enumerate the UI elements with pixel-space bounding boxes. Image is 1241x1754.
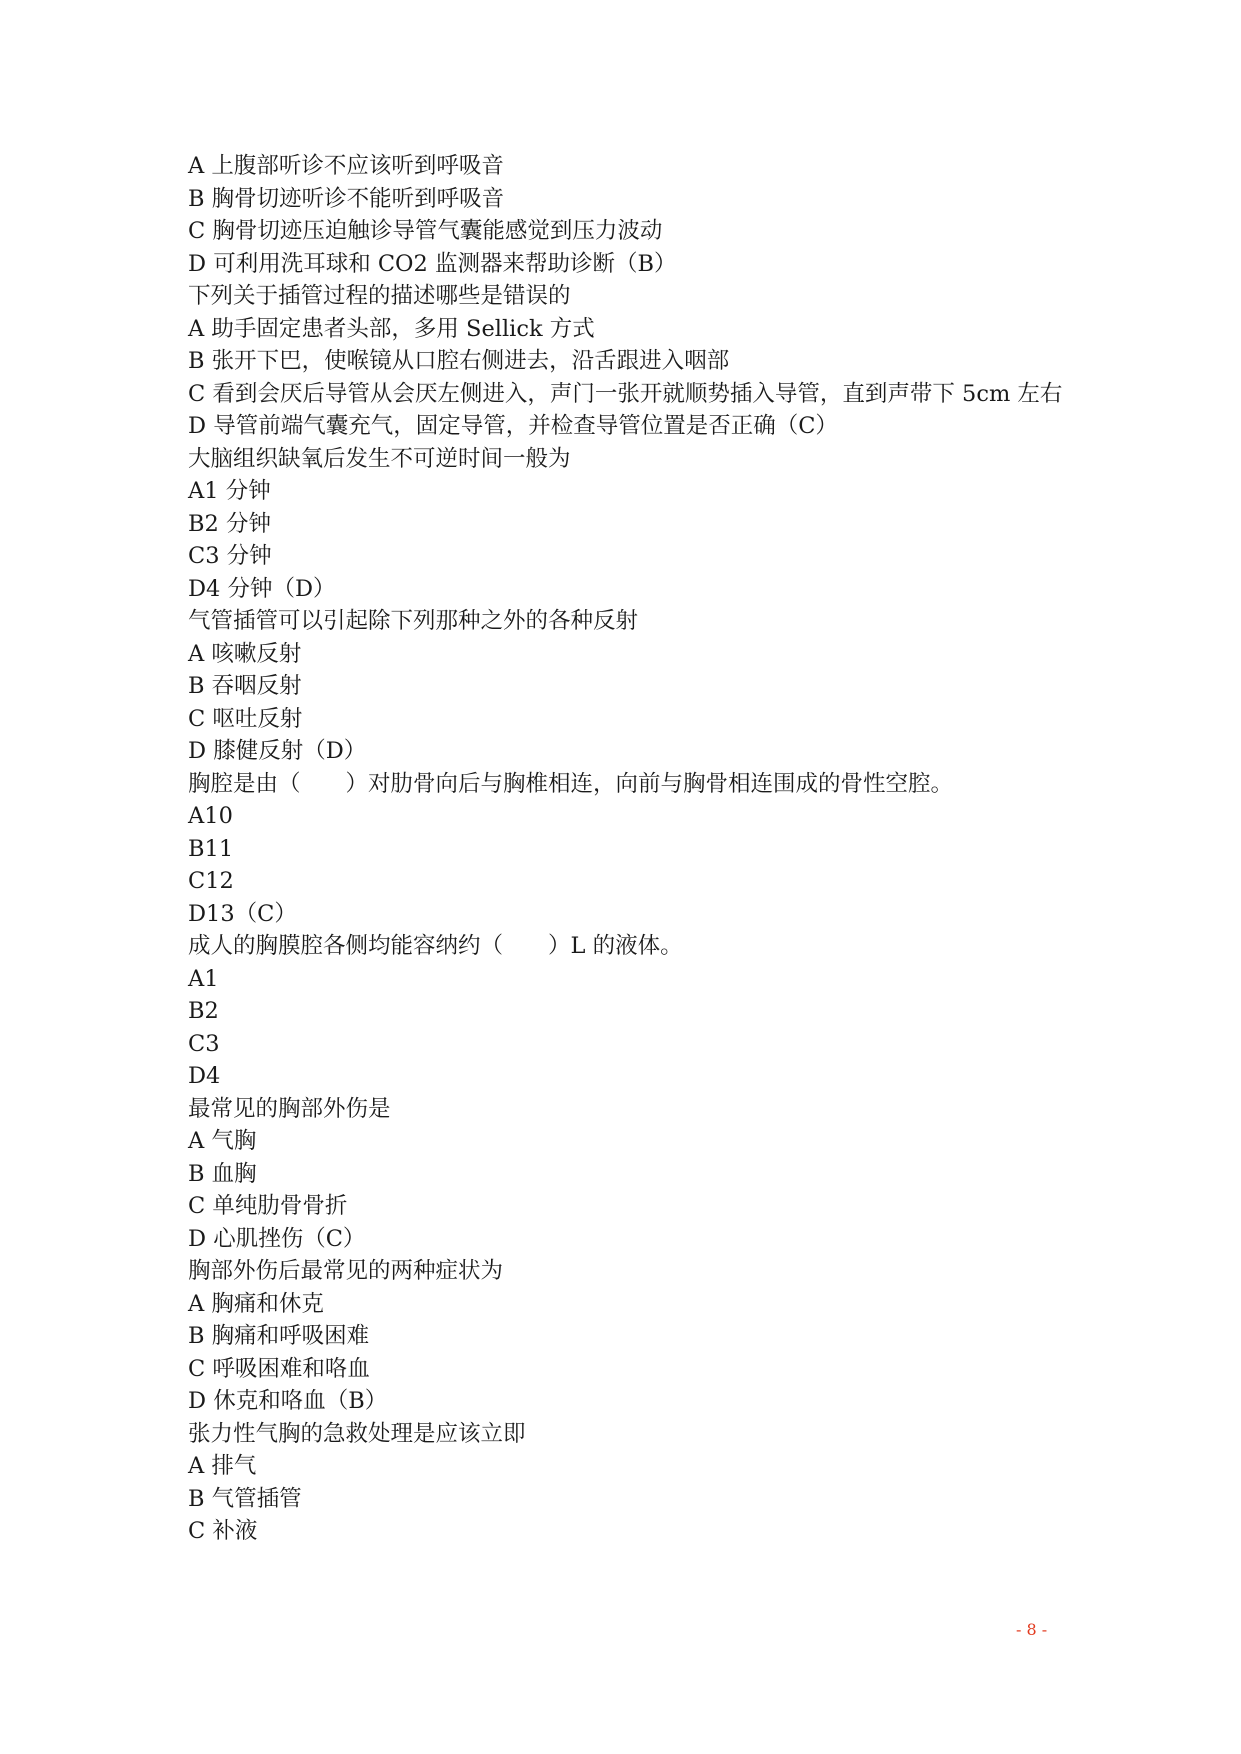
- text-line: C 呕吐反射: [188, 705, 303, 732]
- text-line: A 气胸: [188, 1128, 257, 1154]
- text-line: A 排气: [188, 1453, 257, 1479]
- question-line: 最常见的胸部外伤是: [188, 1095, 391, 1122]
- text-line: B11: [188, 835, 234, 862]
- question-line: 张力性气胸的急救处理是应该立即: [188, 1420, 526, 1447]
- text-line: B 血胸: [188, 1160, 257, 1187]
- text-line: C 补液: [188, 1518, 258, 1544]
- text-line: A 胸痛和休克: [188, 1290, 324, 1317]
- question-line: 成人的胸膜腔各侧均能容纳约（ ）L 的液体。: [188, 933, 683, 959]
- text-line: A 上腹部听诊不应该听到呼吸音: [188, 153, 504, 179]
- text-line: C 呼吸困难和咯血: [188, 1355, 370, 1382]
- text-line: B 胸骨切迹听诊不能听到呼吸音: [188, 185, 505, 212]
- text-line: A 咳嗽反射: [188, 640, 302, 667]
- text-line: B2: [188, 998, 219, 1024]
- text-line: B 吞咽反射: [188, 673, 302, 699]
- text-line: B2 分钟: [188, 510, 272, 537]
- question-line: 胸部外伤后最常见的两种症状为: [188, 1258, 504, 1284]
- text-line: A1 分钟: [188, 478, 271, 504]
- text-line: D4 分钟（D）: [188, 575, 336, 602]
- text-line: C 看到会厌后导管从会厌左侧进入，声门一张开就顺势插入导管，直到声带下 5cm 左右: [188, 380, 1063, 407]
- text-line: D13（C）: [188, 900, 297, 927]
- text-line: C12: [188, 868, 234, 894]
- text-line: C 单纯肋骨骨折: [188, 1193, 348, 1219]
- text-line: A1: [188, 965, 219, 992]
- text-line: C3: [188, 1030, 220, 1057]
- question-line: 气管插管可以引起除下列那种之外的各种反射: [188, 608, 639, 634]
- text-line: C 胸骨切迹压迫触诊导管气囊能感觉到压力波动: [188, 218, 663, 244]
- question-line: 大脑组织缺氧后发生不可逆时间一般为: [188, 445, 571, 472]
- text-line: D 可利用洗耳球和 CO2 监测器来帮助诊断（B）: [188, 250, 677, 277]
- text-line: A 助手固定患者头部，多用 Sellick 方式: [188, 315, 595, 342]
- text-line: A10: [188, 803, 233, 829]
- text-line: D 膝健反射（D）: [188, 738, 367, 764]
- question-line: 下列关于插管过程的描述哪些是错误的: [188, 283, 571, 309]
- text-line: D 导管前端气囊充气，固定导管，并检查导管位置是否正确（C）: [188, 413, 838, 439]
- text-line: D4: [188, 1063, 221, 1089]
- text-line: B 气管插管: [188, 1485, 302, 1512]
- question-line: 胸腔是由（ ）对肋骨向后与胸椎相连，向前与胸骨相连围成的骨性空腔。: [188, 770, 954, 797]
- text-line: D 休克和咯血（B）: [188, 1388, 388, 1414]
- text-line: B 张开下巴，使喉镜从口腔右侧进去，沿舌跟进入咽部: [188, 348, 730, 374]
- text-line: D 心肌挫伤（C）: [188, 1225, 366, 1252]
- text-line: B 胸痛和呼吸困难: [188, 1323, 370, 1349]
- document-body: [188, 150, 1068, 1548]
- page-number: - 8 -: [1016, 1620, 1048, 1639]
- text-line: C3 分钟: [188, 543, 272, 569]
